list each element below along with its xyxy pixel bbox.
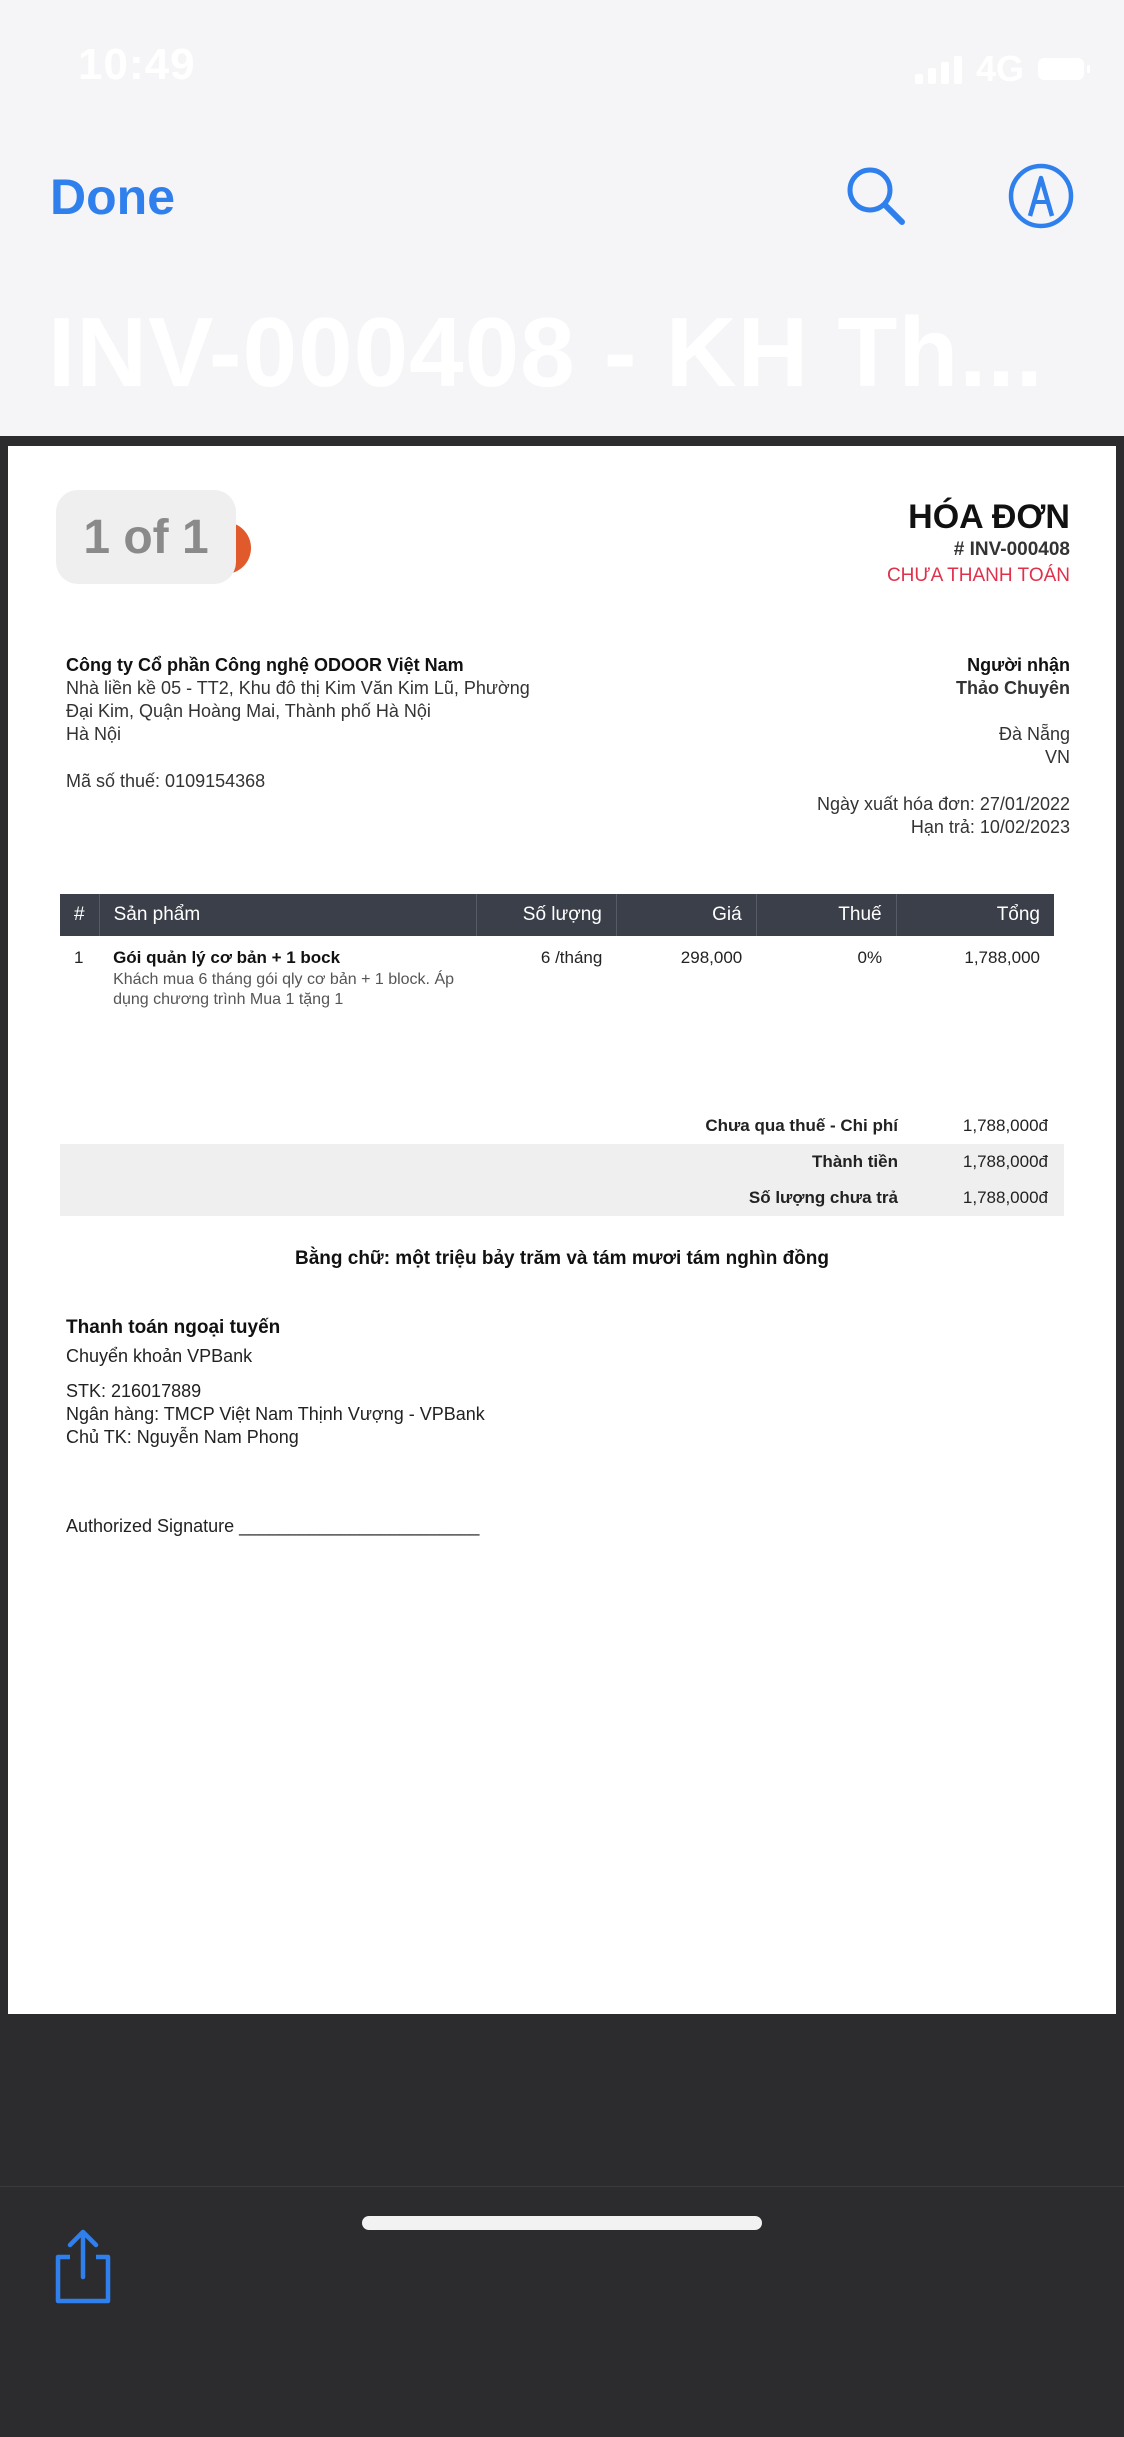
- column-header-price: Giá: [616, 894, 756, 936]
- table-header-row: [60, 894, 1054, 936]
- totals-value: 1,788,000đ: [962, 1152, 1048, 1171]
- column-header-quantity: Số lượng: [476, 894, 616, 936]
- row-product-cell: [99, 936, 476, 1022]
- row-index: 1: [74, 948, 84, 967]
- recipient-city: Đà Nẵng: [998, 724, 1070, 744]
- done-button[interactable]: Done: [50, 169, 175, 225]
- company-name: Công ty Cổ phần Công nghệ ODOOR Việt Nam: [66, 655, 464, 675]
- document-title: INV-000408 - KH Th...: [48, 297, 1044, 407]
- battery-icon: [1038, 58, 1084, 80]
- line-items-table: [60, 894, 1054, 1022]
- company-info: [66, 654, 530, 793]
- search-icon[interactable]: [840, 160, 912, 232]
- totals-label: Chưa qua thuế - Chi phí: [705, 1116, 898, 1135]
- invoice-status: CHƯA THANH TOÁN: [886, 565, 1070, 586]
- company-address-line: Nhà liền kề 05 - TT2, Khu đô thị Kim Văn Kim Lũ, Phường: [66, 678, 530, 698]
- payment-info: [66, 1316, 485, 1449]
- row-product-description: Khách mua 6 tháng gói qly cơ bản + 1 block. Áp dụng chương trình Mua 1 tặng 1: [113, 971, 455, 1008]
- invoice-header: [887, 498, 1070, 587]
- recipient-name: Thảo Chuyên: [955, 678, 1070, 698]
- page-indicator: 1 of 1: [56, 490, 236, 584]
- account-holder: Chủ TK: Nguyễn Nam Phong: [66, 1427, 299, 1447]
- recipient-label: Người nhận: [967, 655, 1070, 675]
- row-total: 1,788,000: [964, 948, 1040, 967]
- company-tax-id: Mã số thuế: 0109154368: [66, 771, 266, 791]
- column-header-tax: Thuế: [756, 894, 896, 936]
- navigation-header: [0, 0, 1124, 436]
- account-number: STK: 216017889: [66, 1381, 202, 1401]
- cellular-signal-icon: [915, 54, 962, 84]
- table-row: [60, 936, 1054, 1022]
- network-type: 4G: [975, 48, 1024, 89]
- totals-value: 1,788,000đ: [962, 1188, 1048, 1207]
- totals-row-unpaid: [60, 1180, 1064, 1216]
- payment-method: Chuyển khoản VPBank: [66, 1346, 253, 1366]
- due-date: Hạn trả: 10/02/2023: [910, 817, 1070, 837]
- share-icon[interactable]: [48, 2227, 118, 2307]
- totals-row-subtotal: [60, 1108, 1064, 1144]
- recipient-info: [817, 654, 1070, 839]
- totals-value: 1,788,000đ: [962, 1116, 1048, 1135]
- totals-label: Thành tiền: [812, 1152, 898, 1171]
- column-header-index: #: [60, 894, 99, 936]
- recipient-country: VN: [1044, 747, 1070, 767]
- invoice-page: [8, 446, 1116, 2014]
- payment-title: Thanh toán ngoại tuyến: [66, 1317, 281, 1338]
- amount-in-words: Bằng chữ: một triệu bảy trăm và tám mươi tám nghìn đồng: [294, 1248, 830, 1269]
- home-indicator[interactable]: [362, 2216, 762, 2230]
- row-product-name: Gói quản lý cơ bản + 1 bock: [113, 948, 341, 967]
- company-address-line: Hà Nội: [66, 724, 122, 744]
- authorized-signature: Authorized Signature ________________________: [66, 1516, 480, 1536]
- issue-date: Ngày xuất hóa đơn: 27/01/2022: [817, 794, 1070, 814]
- markup-pen-icon[interactable]: [1005, 160, 1077, 232]
- column-header-total: Tổng: [896, 894, 1054, 936]
- totals-row-amount: [60, 1144, 1064, 1180]
- row-price: 298,000: [680, 948, 743, 967]
- company-address-line: Đại Kim, Quận Hoàng Mai, Thành phố Hà Nội: [66, 701, 431, 721]
- totals-label: Số lượng chưa trả: [748, 1188, 898, 1207]
- totals-summary: [60, 1108, 1064, 1216]
- status-indicators: [915, 48, 1084, 90]
- row-tax: 0%: [857, 948, 883, 967]
- row-quantity: 6 /tháng: [540, 948, 603, 967]
- column-header-product: Sản phẩm: [99, 894, 476, 936]
- status-time: 10:49: [78, 40, 196, 89]
- bank-name: Ngân hàng: TMCP Việt Nam Thịnh Vượng - VPBank: [66, 1404, 485, 1424]
- invoice-number: # INV-000408: [953, 539, 1070, 560]
- invoice-title: HÓA ĐƠN: [908, 498, 1070, 536]
